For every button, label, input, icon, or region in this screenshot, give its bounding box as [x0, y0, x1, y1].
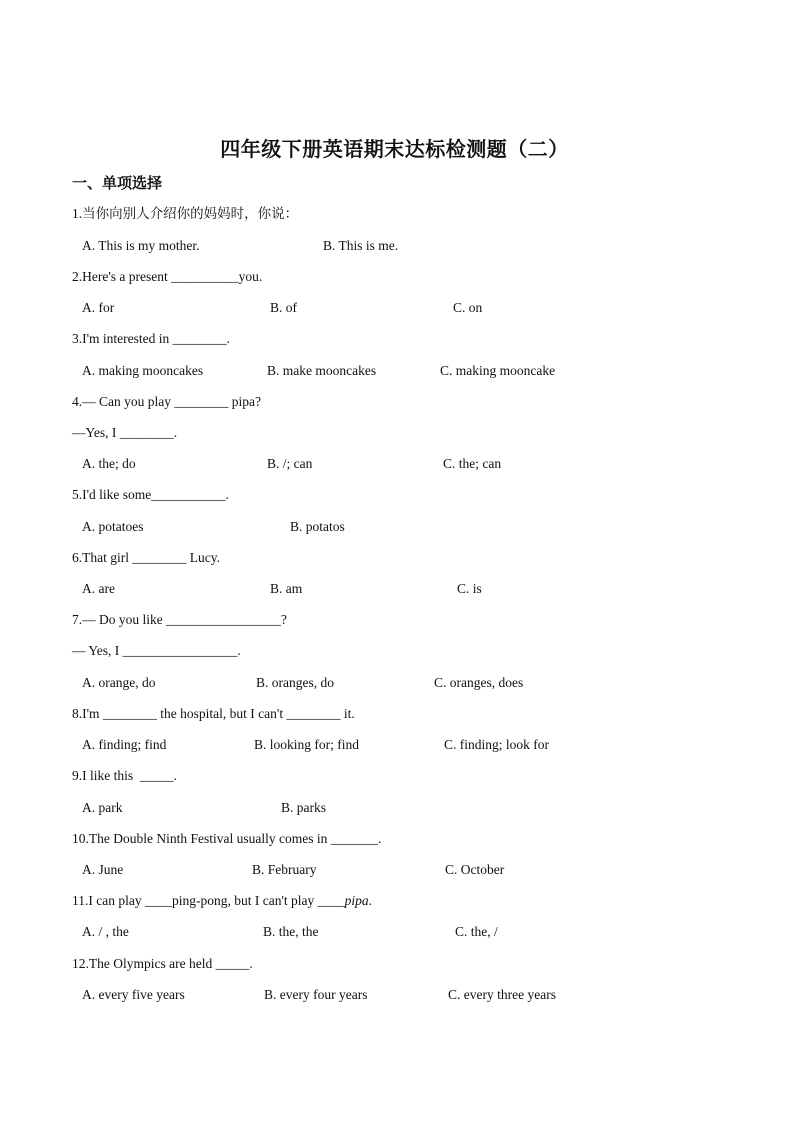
question-7-option-c: C. oranges, does	[434, 675, 524, 690]
question-1-option-a: A. This is my mother.	[82, 238, 200, 253]
question-11-stem-prefix: 11.I can play ____ping-pong, but I can't play ____	[72, 893, 345, 908]
question-11-stem-italic: pipa	[344, 893, 369, 908]
section-heading: 一、单项选择	[72, 174, 163, 192]
question-11-option-a: A. / , the	[82, 924, 129, 939]
question-3-option-c: C. making mooncake	[440, 363, 556, 378]
question-4-option-c: C. the; can	[443, 456, 502, 471]
question-12-stem: 12.The Olympics are held _____.	[72, 956, 253, 971]
question-1-stem: 1.当你向别人介绍你的妈妈时，你说：	[72, 206, 299, 221]
question-7-stem-reply: — Yes, I _________________.	[72, 643, 241, 658]
question-6-option-c: C. is	[457, 581, 482, 596]
question-8-option-a: A. finding; find	[82, 737, 167, 752]
question-11-stem	[72, 892, 372, 910]
question-10-option-a: A. June	[82, 862, 124, 877]
question-7-option-b: B. oranges, do	[256, 675, 334, 690]
question-6-option-b: B. am	[270, 581, 303, 596]
question-10-option-c: C. October	[445, 862, 505, 877]
question-9-stem: 9.I like this _____.	[72, 768, 177, 783]
question-8-stem: 8.I'm ________ the hospital, but I can't ________ it.	[72, 706, 355, 721]
question-10-option-b: B. February	[252, 862, 317, 877]
question-3-option-b: B. make mooncakes	[267, 363, 377, 378]
question-11-stem-suffix: .	[368, 893, 373, 908]
question-2-option-c: C. on	[453, 300, 483, 315]
question-12-option-b: B. every four years	[264, 987, 368, 1002]
question-5-stem: 5.I'd like some___________.	[72, 487, 229, 502]
question-11-option-c: C. the, /	[455, 924, 498, 939]
question-3-stem: 3.I'm interested in ________.	[72, 331, 231, 346]
question-3-option-a: A. making mooncakes	[82, 363, 204, 378]
question-11-option-b: B. the, the	[263, 924, 319, 939]
question-2-option-b: B. of	[270, 300, 297, 315]
page-title	[0, 133, 793, 162]
question-6-option-a: A. are	[82, 581, 115, 596]
page-title-text: 四年级下册英语期末达标检测题（二）	[220, 137, 569, 161]
question-2-option-a: A. for	[82, 300, 115, 315]
question-6-stem: 6.That girl ________ Lucy.	[72, 550, 220, 565]
question-9-option-a: A. park	[82, 800, 123, 815]
question-8-option-c: C. finding; look for	[444, 737, 549, 752]
question-2-stem: 2.Here's a present __________you.	[72, 269, 263, 284]
question-7-stem: 7.— Do you like _________________?	[72, 612, 287, 627]
question-1-option-b: B. This is me.	[323, 238, 399, 253]
question-8-option-b: B. looking for; find	[254, 737, 359, 752]
question-12-option-c: C. every three years	[448, 987, 556, 1002]
question-4-stem-reply: —Yes, I ________.	[72, 425, 178, 440]
question-5-option-a: A. potatoes	[82, 519, 144, 534]
question-9-option-b: B. parks	[281, 800, 326, 815]
question-10-stem: 10.The Double Ninth Festival usually comes in _______.	[72, 831, 382, 846]
question-12-option-a: A. every five years	[82, 987, 185, 1002]
question-4-stem: 4.— Can you play ________ pipa?	[72, 394, 261, 409]
question-7-option-a: A. orange, do	[82, 675, 156, 690]
question-5-option-b: B. potatos	[290, 519, 345, 534]
question-4-option-a: A. the; do	[82, 456, 136, 471]
question-4-option-b: B. /; can	[267, 456, 313, 471]
